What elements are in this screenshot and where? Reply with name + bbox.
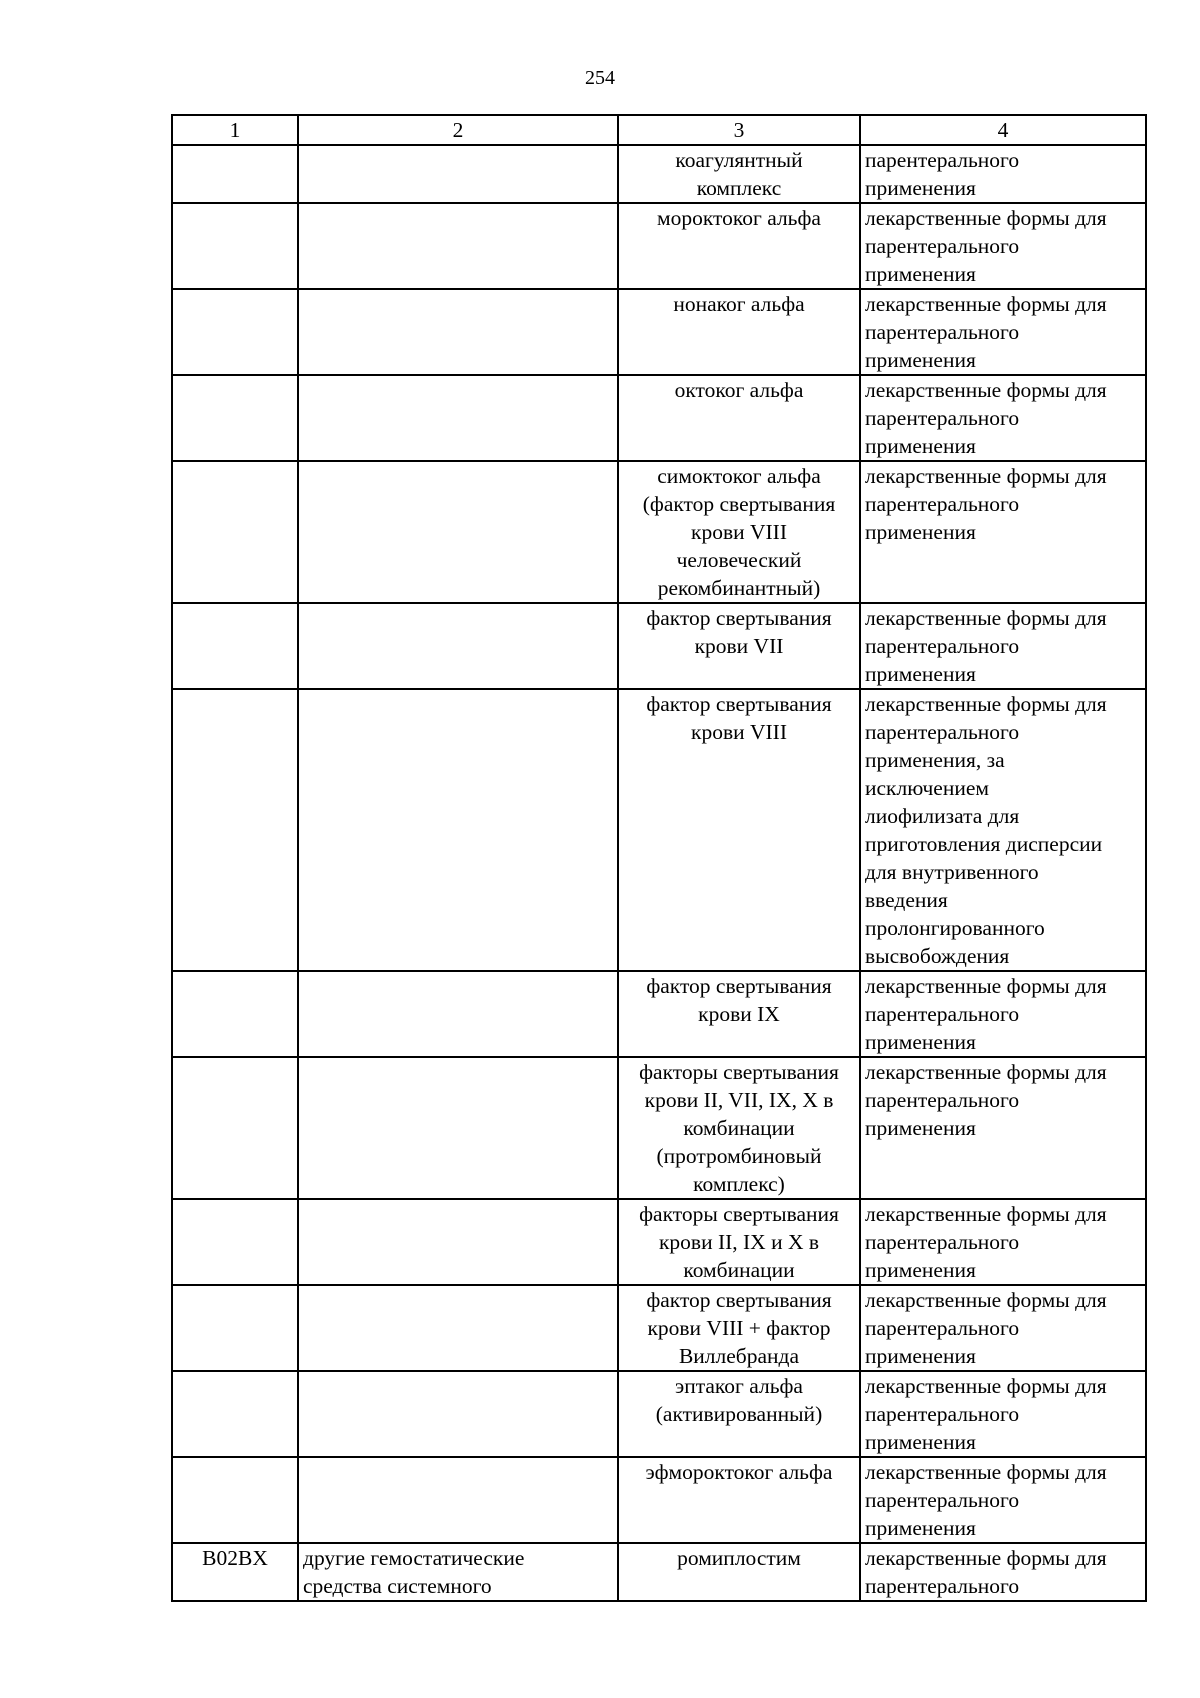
table-row bbox=[172, 689, 1146, 971]
dosage-form-text: лекарственные формы для парентерального применения bbox=[865, 378, 1107, 458]
drug-name-cell bbox=[618, 1371, 860, 1457]
atc-code-cell bbox=[172, 1285, 298, 1371]
table-row bbox=[172, 603, 1146, 689]
drug-name-cell bbox=[618, 971, 860, 1057]
dosage-form-cell bbox=[860, 1457, 1146, 1543]
drug-name-cell bbox=[618, 689, 860, 971]
dosage-form-cell bbox=[860, 203, 1146, 289]
drug-name-cell bbox=[618, 145, 860, 203]
dosage-form-cell bbox=[860, 289, 1146, 375]
drug-name-cell bbox=[618, 1543, 860, 1601]
table-row bbox=[172, 1543, 1146, 1601]
table-row bbox=[172, 1057, 1146, 1199]
dosage-form-text: лекарственные формы для парентерального применения bbox=[865, 206, 1107, 286]
atc-group-cell bbox=[298, 1199, 618, 1285]
dosage-form-text: лекарственные формы для парентерального bbox=[865, 1546, 1107, 1598]
atc-group-cell bbox=[298, 689, 618, 971]
drug-name-cell bbox=[618, 375, 860, 461]
header-cell-1: 1 bbox=[172, 115, 298, 145]
page-number: 254 bbox=[585, 67, 615, 89]
dosage-form-text: лекарственные формы для парентерального применения bbox=[865, 974, 1107, 1054]
drug-name-cell bbox=[618, 203, 860, 289]
atc-group-cell bbox=[298, 461, 618, 603]
atc-code-cell bbox=[172, 203, 298, 289]
atc-code-text: B02BX bbox=[202, 1546, 268, 1570]
drug-name-text: симоктоког альфа (фактор свертывания крови VIII человеческий рекомбинантный) bbox=[642, 464, 836, 600]
drug-name-cell bbox=[618, 1057, 860, 1199]
atc-code-cell bbox=[172, 1371, 298, 1457]
dosage-form-cell bbox=[860, 1543, 1146, 1601]
atc-group-cell bbox=[298, 603, 618, 689]
drug-table bbox=[171, 114, 1147, 1602]
table-row bbox=[172, 1285, 1146, 1371]
atc-code-cell bbox=[172, 603, 298, 689]
atc-group-cell bbox=[298, 1543, 618, 1601]
dosage-form-text: лекарственные формы для парентерального применения bbox=[865, 1060, 1107, 1140]
table-row bbox=[172, 203, 1146, 289]
drug-name-text: нонаког альфа bbox=[673, 292, 805, 316]
dosage-form-text: лекарственные формы для парентерального применения, за исключением лиофилизата для приготовления дисперсии для внутривенного введения пролонгированного высвобождения bbox=[865, 692, 1107, 968]
dosage-form-cell bbox=[860, 1199, 1146, 1285]
drug-name-cell bbox=[618, 289, 860, 375]
drug-name-text: эфмороктоког альфа bbox=[645, 1460, 833, 1484]
atc-group-text: другие гемостатические средства системного bbox=[303, 1546, 525, 1598]
atc-group-cell bbox=[298, 1057, 618, 1199]
drug-name-text: фактор свертывания крови VIII + фактор Виллебранда bbox=[646, 1288, 832, 1368]
table-row bbox=[172, 971, 1146, 1057]
dosage-form-cell bbox=[860, 461, 1146, 603]
table-header-row bbox=[172, 115, 1146, 145]
dosage-form-cell bbox=[860, 1371, 1146, 1457]
table-row bbox=[172, 375, 1146, 461]
drug-name-text: ромиплостим bbox=[677, 1546, 801, 1570]
atc-code-cell bbox=[172, 1543, 298, 1601]
atc-group-cell bbox=[298, 289, 618, 375]
dosage-form-text: лекарственные формы для парентерального применения bbox=[865, 606, 1107, 686]
table-row bbox=[172, 1371, 1146, 1457]
table-body bbox=[172, 115, 1146, 1601]
drug-name-text: факторы свертывания крови II, VII, IX, X в комбинации (протромбиновый комплекс) bbox=[639, 1060, 839, 1196]
drug-name-text: эптаког альфа (активированный) bbox=[655, 1374, 823, 1426]
drug-name-cell bbox=[618, 1285, 860, 1371]
atc-group-cell bbox=[298, 1371, 618, 1457]
header-cell-2: 2 bbox=[298, 115, 618, 145]
dosage-form-text: лекарственные формы для парентерального применения bbox=[865, 1374, 1107, 1454]
dosage-form-cell bbox=[860, 1057, 1146, 1199]
table-row bbox=[172, 145, 1146, 203]
drug-name-text: факторы свертывания крови II, IX и X в комбинации bbox=[639, 1202, 839, 1282]
dosage-form-cell bbox=[860, 1285, 1146, 1371]
table-row bbox=[172, 1199, 1146, 1285]
atc-group-cell bbox=[298, 203, 618, 289]
dosage-form-cell bbox=[860, 971, 1146, 1057]
dosage-form-text: лекарственные формы для парентерального применения bbox=[865, 464, 1107, 544]
atc-code-cell bbox=[172, 461, 298, 603]
drug-name-cell bbox=[618, 461, 860, 603]
atc-code-cell bbox=[172, 1457, 298, 1543]
header-cell-4: 4 bbox=[860, 115, 1146, 145]
header-cell-3: 3 bbox=[618, 115, 860, 145]
dosage-form-text: парентерального применения bbox=[865, 148, 1020, 200]
drug-name-text: октоког альфа bbox=[674, 378, 804, 402]
drug-name-text: коагулянтный комплекс bbox=[675, 148, 803, 200]
atc-group-cell bbox=[298, 375, 618, 461]
dosage-form-cell bbox=[860, 689, 1146, 971]
atc-code-cell bbox=[172, 145, 298, 203]
dosage-form-cell bbox=[860, 603, 1146, 689]
drug-name-text: фактор свертывания крови IX bbox=[646, 974, 832, 1026]
atc-code-cell bbox=[172, 1057, 298, 1199]
atc-code-cell bbox=[172, 689, 298, 971]
atc-group-cell bbox=[298, 971, 618, 1057]
atc-code-cell bbox=[172, 1199, 298, 1285]
atc-code-cell bbox=[172, 375, 298, 461]
dosage-form-text: лекарственные формы для парентерального применения bbox=[865, 292, 1107, 372]
table-row bbox=[172, 461, 1146, 603]
drug-name-cell bbox=[618, 1457, 860, 1543]
dosage-form-text: лекарственные формы для парентерального применения bbox=[865, 1460, 1107, 1540]
table-row bbox=[172, 289, 1146, 375]
drug-name-cell bbox=[618, 603, 860, 689]
atc-group-cell bbox=[298, 145, 618, 203]
drug-name-text: фактор свертывания крови VIII bbox=[646, 692, 832, 744]
drug-name-cell bbox=[618, 1199, 860, 1285]
drug-name-text: фактор свертывания крови VII bbox=[646, 606, 832, 658]
atc-group-cell bbox=[298, 1285, 618, 1371]
table-row bbox=[172, 1457, 1146, 1543]
atc-code-cell bbox=[172, 971, 298, 1057]
dosage-form-cell bbox=[860, 145, 1146, 203]
atc-code-cell bbox=[172, 289, 298, 375]
drug-name-text: мороктоког альфа bbox=[657, 206, 821, 230]
atc-group-cell bbox=[298, 1457, 618, 1543]
dosage-form-cell bbox=[860, 375, 1146, 461]
dosage-form-text: лекарственные формы для парентерального применения bbox=[865, 1288, 1107, 1368]
dosage-form-text: лекарственные формы для парентерального применения bbox=[865, 1202, 1107, 1282]
